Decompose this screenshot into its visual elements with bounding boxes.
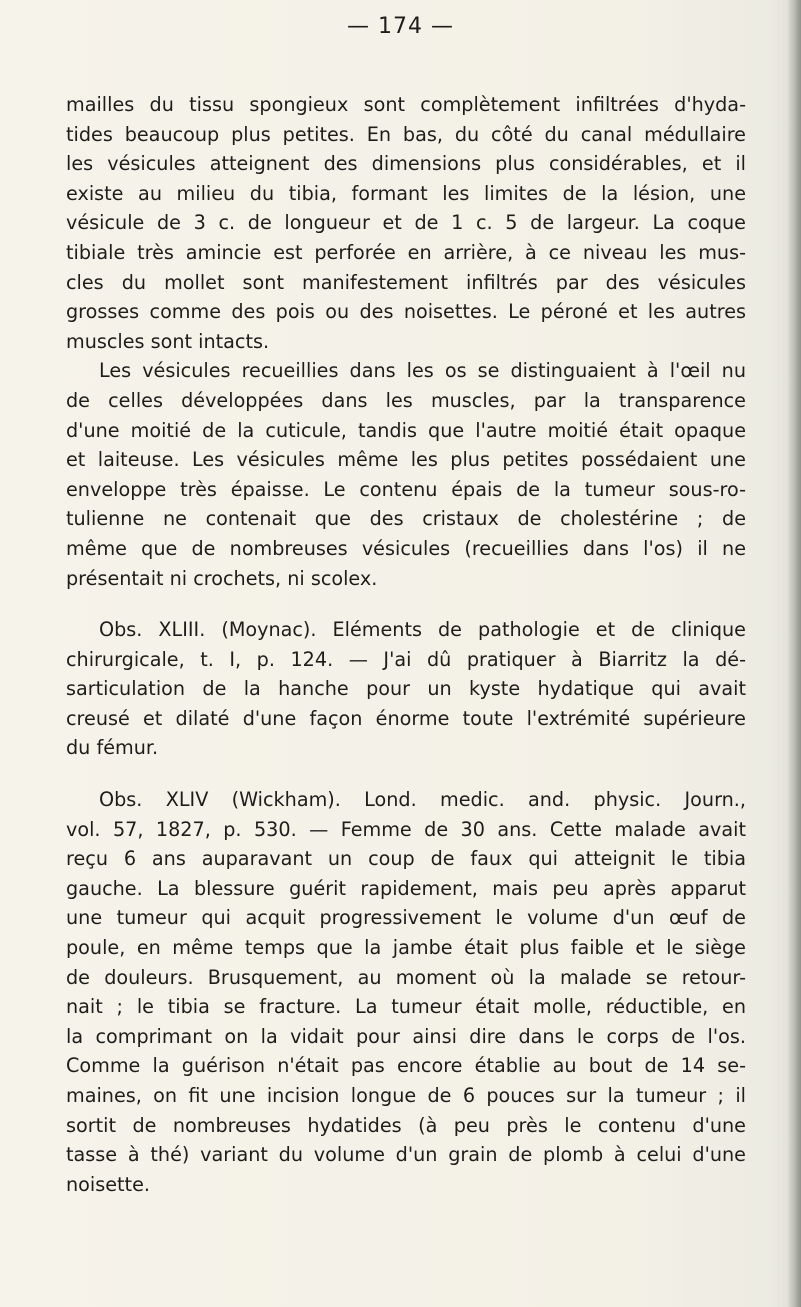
text-line: cles du mollet sont manifestement infiltrés par des vésicules [66, 270, 746, 294]
text-line: Les vésicules recueillies dans les os se distinguaient à l'œil nu [99, 359, 746, 383]
paragraph-obs-44 [66, 785, 746, 1199]
text-line: Obs. XLIV (Wickham). Lond. medic. and. physic. Journ., [99, 788, 746, 812]
text-line: la comprimant on la vidait pour ainsi dire dans le corps de l'os. [66, 1024, 746, 1048]
text-line: sarticulation de la hanche pour un kyste hydatique qui avait [66, 677, 746, 701]
text-line: creusé et dilaté d'une façon énorme toute l'extrémité supérieure [66, 706, 746, 730]
page-body [66, 90, 746, 1199]
text-line: tasse à thé) variant du volume d'un grain de plomb à celui d'une [66, 1143, 746, 1167]
text-line: enveloppe très épaisse. Le contenu épais de la tumeur sous-ro- [66, 477, 746, 501]
text-line: existe au milieu du tibia, formant les limites de la lésion, une [66, 181, 746, 205]
text-line: même que de nombreuses vésicules (recueillies dans l'os) il ne [66, 536, 746, 560]
text-line: gauche. La blessure guérit rapidement, mais peu après apparut [66, 876, 746, 900]
text-line: mailles du tissu spongieux sont complètement infiltrées d'hyda- [66, 93, 746, 116]
text-line: et laiteuse. Les vésicules même les plus petites possédaient une [66, 448, 746, 472]
page-number: — 174 — [347, 14, 454, 39]
paragraph-1 [66, 90, 746, 356]
text-line: d'une moitié de la cuticule, tandis que l'autre moitié était opaque [66, 418, 746, 442]
text-line: maines, on fit une incision longue de 6 pouces sur la tumeur ; il [66, 1084, 746, 1107]
paragraph-obs-43 [66, 615, 746, 763]
text-line: vésicule de 3 c. de longueur et de 1 c. 5 de largeur. La coque [66, 211, 746, 235]
page-edge-shadow [787, 0, 801, 1307]
text-line: sortit de nombreuses hydatides (à peu près le contenu d'une [66, 1113, 746, 1137]
text-line: tides beaucoup plus petites. En bas, du côté du canal médullaire [66, 122, 746, 146]
text-line: une tumeur qui acquit progressivement le volume d'un œuf de [66, 906, 746, 930]
text-line: grosses comme des pois ou des noisettes. Le péroné et les autres [66, 300, 746, 324]
text-line: Obs. XLIII. (Moynac). Eléments de pathologie et de clinique [99, 618, 746, 642]
text-line: tulienne ne contenait que des cristaux de cholestérine ; de [66, 507, 746, 531]
text-line: nait ; le tibia se fracture. La tumeur était molle, réductible, en [66, 995, 746, 1019]
text-line: tibiale très amincie est perforée en arrière, à ce niveau les mus- [66, 240, 746, 264]
text-line: chirurgicale, t. I, p. 124. — J'ai dû pratiquer à Biarritz la dé- [66, 647, 746, 671]
text-line: reçu 6 ans auparavant un coup de faux qui atteignit le tibia [66, 847, 746, 871]
text-line: muscles sont intacts. [66, 329, 270, 353]
text-line: présentait ni crochets, ni scolex. [66, 566, 378, 590]
text-line: de celles développées dans les muscles, par la transparence [66, 388, 746, 412]
text-line: vol. 57, 1827, p. 530. — Femme de 30 ans. Cette malade avait [66, 817, 746, 841]
paragraph-2 [66, 356, 746, 593]
text-line: du fémur. [66, 736, 159, 760]
text-line: Comme la guérison n'était pas encore établie au bout de 14 se- [66, 1054, 746, 1078]
text-line: noisette. [66, 1172, 150, 1196]
text-line: de douleurs. Brusquement, au moment où la malade se retour- [66, 965, 746, 989]
text-line: poule, en même temps que la jambe était plus faible et le siège [66, 936, 746, 960]
text-line: les vésicules atteignent des dimensions plus considérables, et il [66, 152, 746, 176]
